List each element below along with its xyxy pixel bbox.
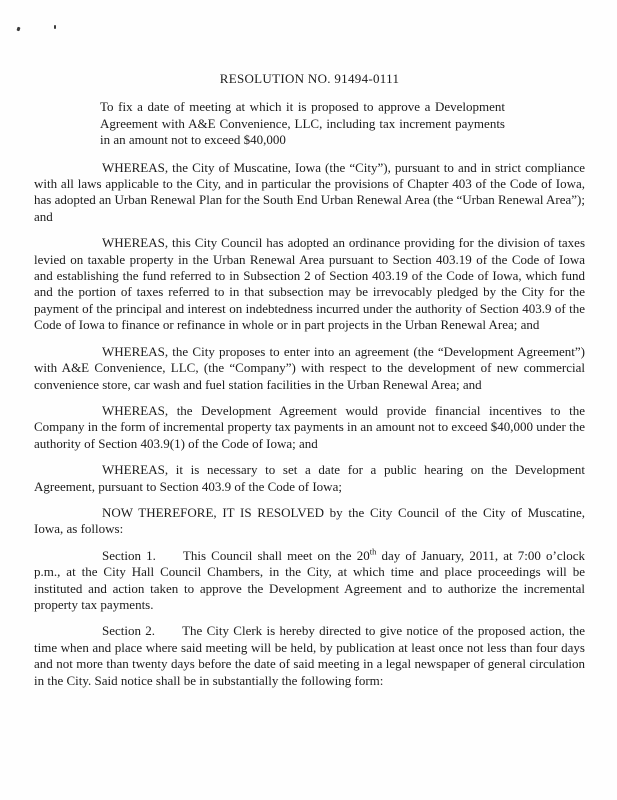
section-1-text-start: This Council shall meet on the 20 <box>182 547 370 563</box>
whereas-clause-5: WHEREAS, it is necessary to set a date for a public hearing on the Development Agreement, pursuant to Section 403.9 of the Code of Iowa; <box>34 462 585 494</box>
whereas-clause-2: WHEREAS, this City Council has adopted an ordinance providing for the division of taxes levied on taxable property in the Urban Renewal Area pursuant to Section 403.19 of the Code of Iowa and establishing the fund referred to in Subsection 2 of Section 403.19 of the Code of Iowa, which fund and the portion of taxes referred to in that subsection may be irrevocably pledged by the City for the payment of the principal and interest on indebtedness incurred under the authority of Section 403.9 of the Code of Iowa to finance or refinance in whole or in part projects in the Urban Renewal Area; and <box>34 235 585 333</box>
section-1-label: Section 1. <box>102 547 156 563</box>
resolution-preamble: To fix a date of meeting at which it is proposed to approve a Development Agreement with A&E Convenience, LLC, including tax increment payments in an amount not to exceed $40,000 <box>100 99 505 148</box>
section-2-label: Section 2. <box>102 623 156 639</box>
whereas-clause-4: WHEREAS, the Development Agreement would provide financial incentives to the Company in the form of incremental property tax payments in an amount not to exceed $40,000 under the authority of Section 403.9(1) of the Code of Iowa; and <box>34 402 585 451</box>
section-2-text: The City Clerk is hereby directed to give notice of the proposed action, the time when and place where said meeting will be held, by publication at least once not less than four days and not more than twenty days before the date of said meeting in a legal newspaper of general circulation in the City. Said notice shall be in substantially the following form: <box>34 623 585 688</box>
whereas-clause-3: WHEREAS, the City proposes to enter into an agreement (the “Development Agreement”) with A&E Convenience, LLC, (the “Company”) with respect to the development of new commercial convenience store, car wash and fuel station facilities in the Urban Renewal Area; and <box>34 343 585 392</box>
section-1-text-end: day of January, 2011, at 7:00 o’clock p.m., at the City Hall Council Chambers, in the City, at which time and place proceedings will be instituted and action taken to approve the Development Agreement and to authorize the incremental property tax payments. <box>34 547 585 612</box>
ordinal-superscript: th <box>369 546 377 557</box>
whereas-clause-1: WHEREAS, the City of Muscatine, Iowa (the “City”), pursuant to and in strict compliance with all laws applicable to the City, and in particular the provisions of Chapter 403 of the Code of Iowa, has adopted an Urban Renewal Plan for the South End Urban Renewal Area (the “Urban Renewal Area”); and <box>34 159 585 224</box>
document-content <box>34 71 585 689</box>
resolution-title: RESOLUTION NO. 91494-0111 <box>219 71 400 86</box>
scan-artifact-mark <box>16 27 20 32</box>
section-1-paragraph <box>34 548 585 614</box>
scan-artifact-mark <box>54 25 56 29</box>
section-2-paragraph <box>34 623 585 689</box>
resolved-clause: NOW THEREFORE, IT IS RESOLVED by the City Council of the City of Muscatine, Iowa, as follows: <box>34 504 585 537</box>
